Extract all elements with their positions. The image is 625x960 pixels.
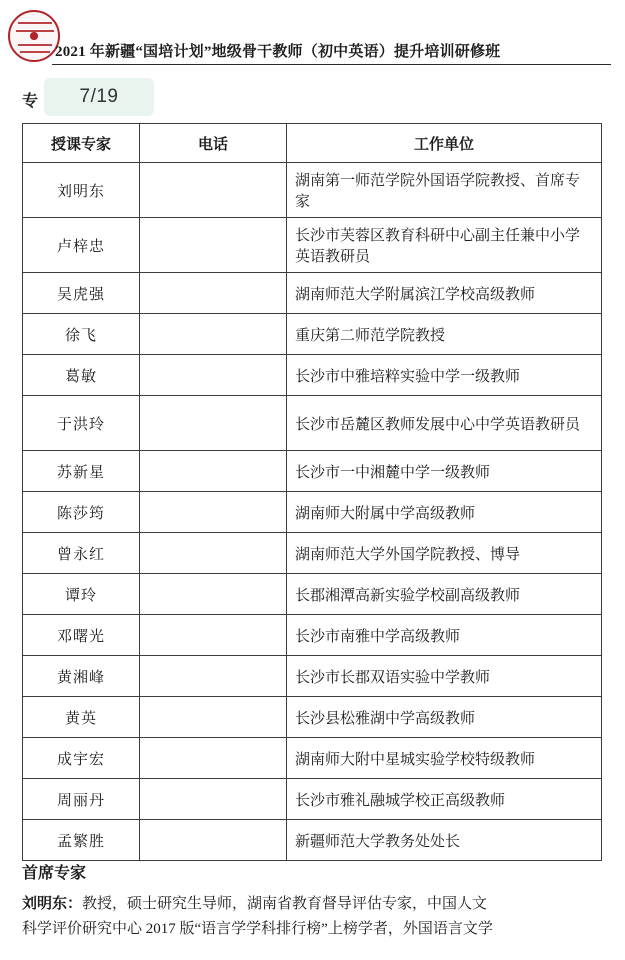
cell-unit: 长沙市南雅中学高级教师 [287,615,602,656]
table-row [23,615,602,656]
cell-name: 卢梓忠 [23,218,140,273]
cell-name: 葛敏 [23,355,140,396]
table-row [23,574,602,615]
cell-name: 邓曙光 [23,615,140,656]
table-row [23,492,602,533]
cell-unit: 新疆师范大学教务处处长 [287,820,602,861]
cell-name: 徐飞 [23,314,140,355]
table-row [23,218,602,273]
table-row [23,163,602,218]
header-divider [52,64,611,65]
cell-unit: 长郡湘潭高新实验学校副高级教师 [287,574,602,615]
cell-name: 黄湘峰 [23,656,140,697]
table-row [23,273,602,314]
cell-unit: 湖南第一师范学院外国语学院教授、首席专家 [287,163,602,218]
cell-name: 成宇宏 [23,738,140,779]
cell-unit: 湖南师范大学外国学院教授、博导 [287,533,602,574]
cell-phone [140,492,287,533]
cell-name: 陈莎筠 [23,492,140,533]
cell-phone [140,451,287,492]
cell-phone [140,273,287,314]
table-row [23,533,602,574]
cell-phone [140,574,287,615]
chief-expert-bio-line2: 科学评价研究中心 2017 版“语言学学科排行榜”上榜学者，外国语言文学 [22,921,493,937]
table-row [23,396,602,451]
table-header-row [23,124,602,163]
table-row [23,738,602,779]
seal-inner-lines [10,18,58,58]
chief-expert-name: 刘明东： [22,896,83,912]
section-label: 专 [22,93,39,110]
table-head [23,124,602,163]
table-row [23,779,602,820]
column-header-name: 授课专家 [23,124,140,163]
chief-expert-heading: 首席专家 [22,865,87,882]
chief-expert-paragraph [22,891,612,917]
cell-unit: 长沙市长郡双语实验中学教师 [287,656,602,697]
document-header [0,0,625,72]
table-row [23,697,602,738]
page-title: 2021 年新疆“国培计划”地级骨干教师（初中英语）提升培训研修班 [55,44,501,60]
experts-table [22,123,602,861]
column-header-unit: 工作单位 [287,124,602,163]
table-row [23,820,602,861]
column-header-phone: 电话 [140,124,287,163]
cell-unit: 重庆第二师范学院教授 [287,314,602,355]
table-row [23,656,602,697]
cell-name: 孟繁胜 [23,820,140,861]
cell-phone [140,218,287,273]
cell-unit: 湖南师范大学附属滨江学校高级教师 [287,273,602,314]
table-row [23,314,602,355]
cell-unit: 长沙县松雅湖中学高级教师 [287,697,602,738]
cell-name: 周丽丹 [23,779,140,820]
cell-unit: 长沙市岳麓区教师发展中心中学英语教研员 [287,396,602,451]
cell-phone [140,779,287,820]
cell-unit: 长沙市一中湘麓中学一级教师 [287,451,602,492]
page-number-badge: 7/19 [44,78,154,116]
cell-unit: 湖南师大附属中学高级教师 [287,492,602,533]
cell-unit: 湖南师大附中星城实验学校特级教师 [287,738,602,779]
cell-phone [140,533,287,574]
cell-phone [140,314,287,355]
cell-phone [140,738,287,779]
chief-expert-bio-line1: 教授，硕士研究生导师，湖南省教育督导评估专家，中国人文 [82,896,488,912]
cell-phone [140,697,287,738]
table-body [23,163,602,861]
chief-expert-section [22,860,612,938]
cell-name: 苏新星 [23,451,140,492]
cell-phone [140,615,287,656]
cell-phone [140,163,287,218]
cell-unit: 长沙市中雅培粹实验中学一级教师 [287,355,602,396]
table-row [23,451,602,492]
official-seal-icon [8,10,60,62]
cell-name: 于洪玲 [23,396,140,451]
cell-phone [140,355,287,396]
experts-table-container [22,123,602,861]
cell-unit: 长沙市芙蓉区教育科研中心副主任兼中小学英语教研员 [287,218,602,273]
cell-phone [140,820,287,861]
cell-unit: 长沙市雅礼融城学校正高级教师 [287,779,602,820]
cell-name: 刘明东 [23,163,140,218]
cell-phone [140,656,287,697]
cell-name: 谭玲 [23,574,140,615]
cell-phone [140,396,287,451]
cell-name: 曾永红 [23,533,140,574]
table-row [23,355,602,396]
cell-name: 黄英 [23,697,140,738]
cell-name: 吴虎强 [23,273,140,314]
